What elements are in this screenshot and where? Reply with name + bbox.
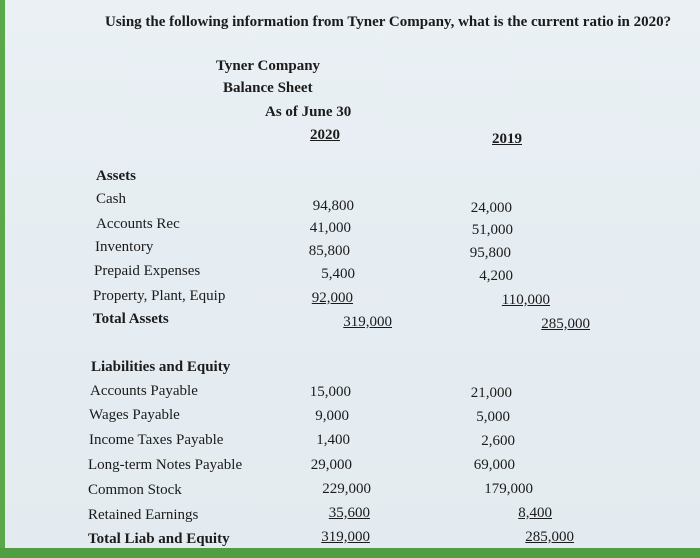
row-label: Income Taxes Payable [89,432,224,448]
total-liab-equity-2019: 285,000 [525,529,574,545]
value-2019: 179,000 [484,481,533,497]
total-liab-equity-2020: 319,000 [321,529,370,545]
value-2020: 1,400 [316,432,350,448]
statement-title: Balance Sheet [223,80,313,96]
value-2020: 15,000 [309,384,351,400]
row-label: Accounts Payable [90,383,198,399]
value-2019: 110,000 [501,292,550,308]
value-2019: 2,600 [481,433,515,449]
value-2019: 24,000 [470,200,512,216]
value-2020: 85,800 [308,243,350,259]
value-2019: 69,000 [473,457,515,473]
value-2020: 229,000 [322,481,371,497]
value-2020: 94,800 [312,198,354,214]
company-name: Tyner Company [216,58,321,74]
column-header-2019: 2019 [492,131,522,147]
value-2020: 5,400 [321,266,355,282]
value-2019: 5,000 [476,409,510,425]
value-2019: 21,000 [470,385,512,401]
row-label: Long-term Notes Payable [88,457,243,473]
row-label: Retained Earnings [88,507,199,523]
value-2019: 4,200 [479,268,513,284]
value-2020: 92,000 [311,290,353,306]
value-2020: 29,000 [310,457,352,473]
left-edge-border [0,0,5,558]
row-label: Property, Plant, Equip [93,288,226,304]
value-2020: 35,600 [328,505,370,521]
assets-heading: Assets [96,168,136,184]
total-assets-2019: 285,000 [541,316,590,332]
value-2019: 95,800 [469,245,511,261]
row-label: Cash [96,191,126,207]
value-2019: 51,000 [471,222,513,238]
bottom-edge-border [0,548,700,558]
row-label: Accounts Rec [96,216,180,232]
total-liab-equity-label: Total Liab and Equity [88,531,230,547]
column-header-2020: 2020 [310,127,340,143]
total-assets-label: Total Assets [93,311,169,327]
row-label: Inventory [95,239,154,255]
row-label: Prepaid Expenses [94,263,201,279]
total-assets-2020: 319,000 [343,314,392,330]
value-2020: 9,000 [315,408,349,424]
value-2020: 41,000 [309,220,351,236]
row-label: Wages Payable [89,407,180,423]
value-2019: 8,400 [518,505,552,521]
as-of-date: As of June 30 [265,104,352,120]
question-text: Using the following information from Tyner Company, what is the current ratio in 2020? [105,14,672,30]
liabilities-heading: Liabilities and Equity [91,359,231,375]
row-label: Common Stock [88,482,182,498]
